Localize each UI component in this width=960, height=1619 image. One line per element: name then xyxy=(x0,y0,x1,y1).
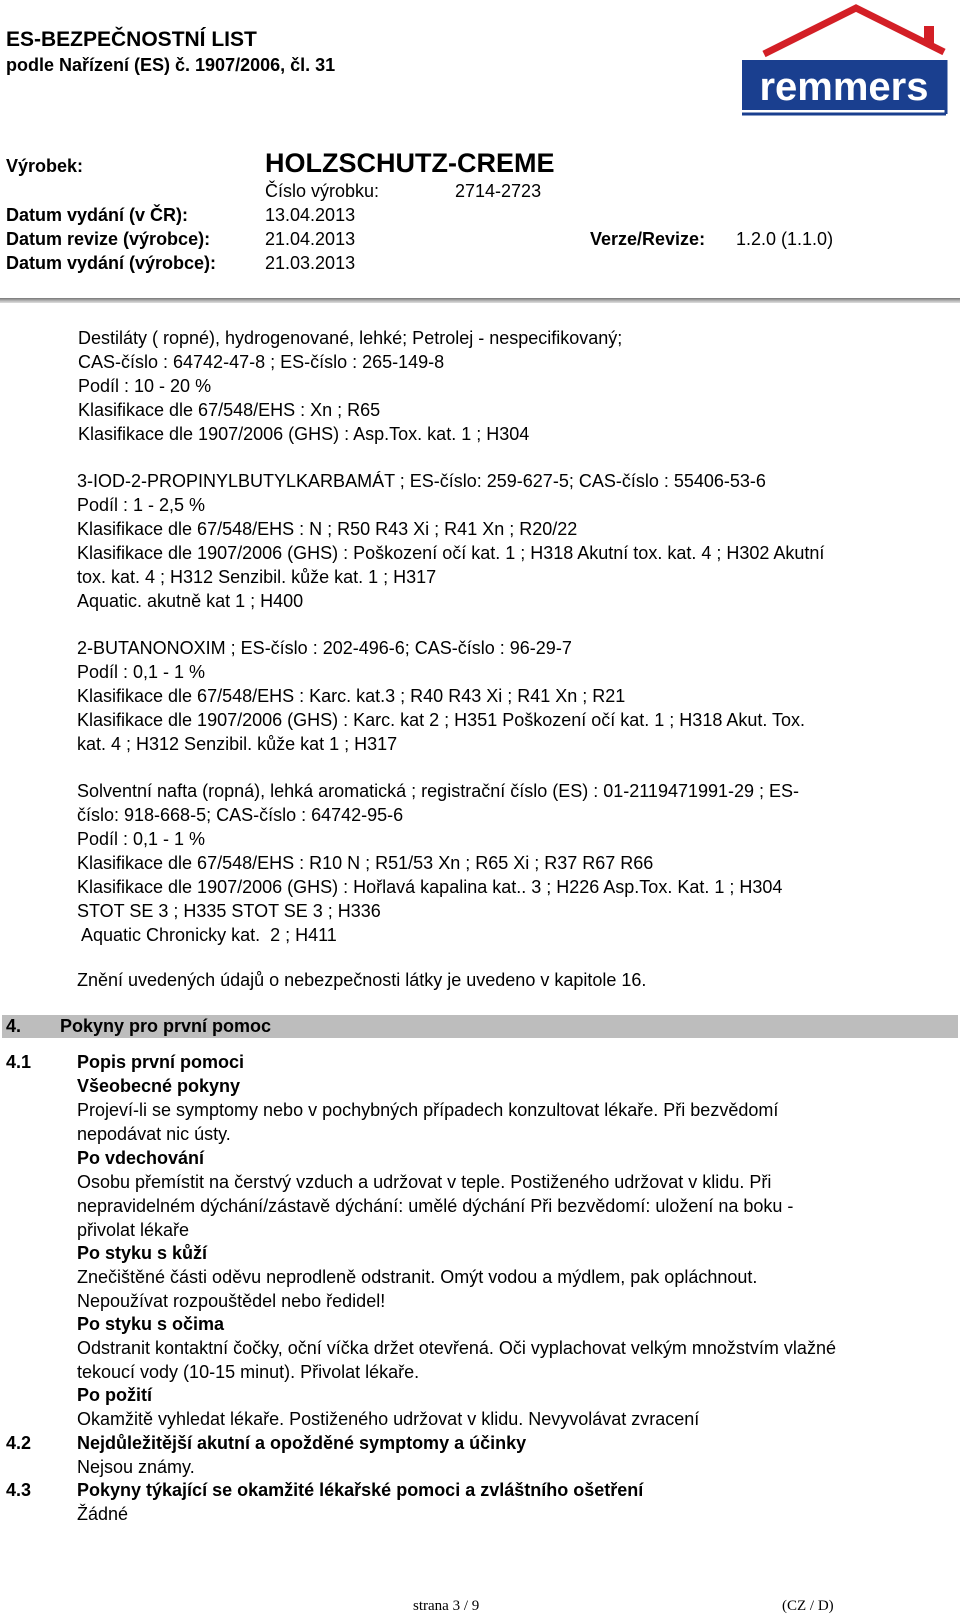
composition-line: Klasifikace dle 1907/2006 (GHS) : Karc. kat 2 ; H351 Poškození očí kat. 1 ; H318 Akut. Tox. xyxy=(77,710,806,730)
remmers-logo xyxy=(728,4,952,122)
composition-note: Znění uvedených údajů o nebezpečnosti látky je uvedeno v kapitole 16. xyxy=(77,970,647,990)
product-label: Výrobek: xyxy=(6,156,84,176)
section-4-2-text: Nejsou známy. xyxy=(77,1457,195,1477)
section-4-3-text: Žádné xyxy=(77,1504,129,1524)
composition-line: Klasifikace dle 1907/2006 (GHS) : Hořlavá kapalina kat.. 3 ; H226 Asp.Tox. Kat. 1 ; H304 xyxy=(77,877,783,897)
product-number: 2714-2723 xyxy=(455,181,542,201)
locale-code: (CZ / D) xyxy=(782,1598,834,1614)
page-number: strana 3 / 9 xyxy=(413,1598,480,1614)
composition-line: Klasifikace dle 67/548/EHS : N ; R50 R43 Xi ; R41 Xn ; R20/22 xyxy=(77,519,578,539)
section-4-1-title: Popis první pomoci xyxy=(77,1052,245,1072)
composition-line: číslo: 918-668-5; CAS-číslo : 64742-95-6 xyxy=(77,805,404,825)
inhalation-text: Osobu přemístit na čerstvý vzduch a udržovat v teple. Postiženého udržovat v klidu. Při xyxy=(77,1172,772,1192)
issue-cz-label: Datum vydání (v ČR): xyxy=(6,205,189,225)
composition-line: Klasifikace dle 67/548/EHS : R10 N ; R51/53 Xn ; R65 Xi ; R37 R67 R66 xyxy=(77,853,654,873)
general-text: nepodávat nic ústy. xyxy=(77,1124,231,1144)
inhalation-text: přivolat lékaře xyxy=(77,1220,190,1240)
composition-line: STOT SE 3 ; H335 STOT SE 3 ; H336 xyxy=(77,901,381,921)
eye-heading: Po styku s očima xyxy=(77,1314,225,1334)
revision-date: 21.04.2013 xyxy=(265,229,356,249)
ingestion-text: Okamžitě vyhledat lékaře. Postiženého udržovat v klidu. Nevyvolávat zvracení xyxy=(77,1409,700,1429)
version-value: 1.2.0 (1.1.0) xyxy=(736,229,834,249)
issue-mfr-date: 21.03.2013 xyxy=(265,253,356,273)
composition-line: Aquatic Chronicky kat. 2 ; H411 xyxy=(77,925,337,945)
logo-text: remmers xyxy=(759,65,929,109)
composition-line: Podíl : 10 - 20 % xyxy=(78,376,212,396)
composition-line: Klasifikace dle 67/548/EHS : Karc. kat.3 ; R40 R43 Xi ; R41 Xn ; R21 xyxy=(77,686,626,706)
section-4-3-title: Pokyny týkající se okamžité lékařské pomoci a zvláštního ošetření xyxy=(77,1480,644,1500)
eye-text: Odstranit kontaktní čočky, oční víčka držet otevřená. Oči vyplachovat velkým množstvím vlažné xyxy=(77,1338,836,1358)
skin-heading: Po styku s kůží xyxy=(77,1243,208,1263)
composition-line: Solventní nafta (ropná), lehká aromatická ; registrační číslo (ES) : 01-2119471991-29 ; ES- xyxy=(77,781,800,801)
composition-line: Klasifikace dle 1907/2006 (GHS) : Poškození očí kat. 1 ; H318 Akutní tox. kat. 4 ; H302 Akutní xyxy=(77,543,825,563)
document-title: ES-BEZPEČNOSTNÍ LIST xyxy=(6,28,257,51)
inhalation-text: nepravidelném dýchání/zástavě dýchání: umělé dýchání Při bezvědomí: uložení na boku - xyxy=(77,1196,794,1216)
composition-line: Podíl : 0,1 - 1 % xyxy=(77,829,206,849)
issue-mfr-label: Datum vydání (výrobce): xyxy=(6,253,217,273)
composition-line: Podíl : 0,1 - 1 % xyxy=(77,662,206,682)
composition-line: tox. kat. 4 ; H312 Senzibil. kůže kat. 1 ; H317 xyxy=(77,567,437,587)
section-4-title: Pokyny pro první pomoc xyxy=(60,1016,272,1036)
composition-line: Podíl : 1 - 2,5 % xyxy=(77,495,206,515)
skin-text: Znečištěné části oděvu neprodleně odstranit. Omýt vodou a mýdlem, pak opláchnout. xyxy=(77,1267,758,1287)
section-4-number: 4. xyxy=(6,1016,22,1036)
ingestion-heading: Po požití xyxy=(77,1385,152,1405)
section-4-2-number: 4.2 xyxy=(6,1433,32,1453)
header-divider xyxy=(0,298,960,303)
general-heading: Všeobecné pokyny xyxy=(77,1076,241,1096)
section-4-3-number: 4.3 xyxy=(6,1480,32,1500)
document-subtitle: podle Nařízení (ES) č. 1907/2006, čl. 31 xyxy=(6,55,336,75)
composition-line: 3-IOD-2-PROPINYLBUTYLKARBAMÁT ; ES-číslo: 259-627-5; CAS-číslo : 55406-53-6 xyxy=(77,471,766,491)
product-name: HOLZSCHUTZ-CREME xyxy=(265,148,555,178)
general-text: Projeví-li se symptomy nebo v pochybných případech konzultovat lékaře. Při bezvědomí xyxy=(77,1100,779,1120)
eye-text: tekoucí vody (10-15 minut). Přivolat lékaře. xyxy=(77,1362,420,1382)
product-number-label: Číslo výrobku: xyxy=(265,181,380,201)
issue-cz-date: 13.04.2013 xyxy=(265,205,356,225)
section-4-2-title: Nejdůležitější akutní a opožděné symptomy a účinky xyxy=(77,1433,527,1453)
composition-line: Klasifikace dle 1907/2006 (GHS) : Asp.Tox. kat. 1 ; H304 xyxy=(78,424,530,444)
composition-line: Klasifikace dle 67/548/EHS : Xn ; R65 xyxy=(78,400,381,420)
version-label: Verze/Revize: xyxy=(590,229,706,249)
composition-line: Aquatic. akutně kat 1 ; H400 xyxy=(77,591,304,611)
composition-line: CAS-číslo : 64742-47-8 ; ES-číslo : 265-149-8 xyxy=(78,352,445,372)
composition-line: Destiláty ( ropné), hydrogenované, lehké; Petrolej - nespecifikovaný; xyxy=(78,328,623,348)
skin-text: Nepoužívat rozpouštědel nebo ředidel! xyxy=(77,1291,386,1311)
revision-label: Datum revize (výrobce): xyxy=(6,229,211,249)
inhalation-heading: Po vdechování xyxy=(77,1148,205,1168)
composition-line: kat. 4 ; H312 Senzibil. kůže kat 1 ; H317 xyxy=(77,734,398,754)
section-4-1-number: 4.1 xyxy=(6,1052,32,1072)
composition-line: 2-BUTANONOXIM ; ES-číslo : 202-496-6; CAS-číslo : 96-29-7 xyxy=(77,638,572,658)
